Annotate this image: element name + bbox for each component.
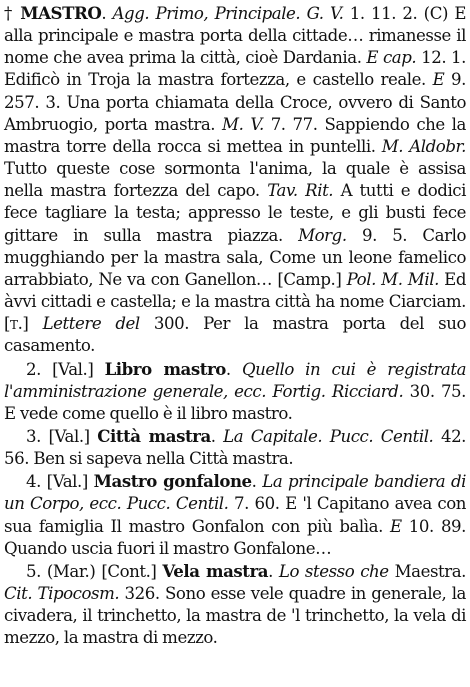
bold-label: Mastro gonfalone <box>93 471 252 492</box>
text-run: . <box>268 561 279 581</box>
text-run: Maestra. <box>388 561 466 581</box>
italic-text: Pol. M. Mil. <box>346 269 439 289</box>
entry-main-paragraph <box>4 2 466 358</box>
sense-2-paragraph <box>4 358 466 425</box>
bold-label: Vela mastra <box>162 560 269 581</box>
text-run: ] <box>22 314 43 334</box>
bold-label: Libro mastro <box>104 358 226 379</box>
italic-text: La principale bandiera di un Corpo, ecc. Pucc. Centil. <box>4 472 466 514</box>
text-run: 1. 11. 2. (C) E alla principale e mastra porta della cittade… rimanesse il nome che avea prima la città, cioè Dardania. <box>4 4 466 68</box>
italic-text: Morg. <box>298 225 347 245</box>
text-run: 30. 75. E vede come quello è il libro mastro. <box>4 381 466 423</box>
italic-text: Lo stesso che <box>278 561 389 581</box>
text-run: 3. [Val.] <box>26 426 98 446</box>
text-run: 4. [Val.] <box>26 472 94 492</box>
text-run: 326. Sono esse vele quadre in generale, la civadera, il trinchetto, la mastra de 'l trinchetto, la vela di mezzo, la mastra di mezzo. <box>4 584 466 648</box>
text-run: Tutto queste cose sormonta l'anima, la quale è assisa nella mastra fortezza del capo. <box>4 159 466 201</box>
dagger-mark: † <box>4 4 21 23</box>
dictionary-page <box>4 2 466 650</box>
text-run: . <box>225 359 242 379</box>
italic-text: M. V. <box>222 114 264 134</box>
italic-text: E <box>432 70 445 90</box>
sense-3-paragraph <box>4 425 466 470</box>
p1-body <box>4 4 466 355</box>
text-run: Ed àvvi cittadi e castella; e la mastra città ha nome Ciarciam. [ <box>4 269 466 334</box>
italic-text: La Capitale. Pucc. Centil. <box>223 426 434 446</box>
italic-text: Cit. Tipocosm. <box>4 584 120 604</box>
text-run: 12. 1. Edificò in Troja la mastra fortezza, e castello reale. <box>4 48 466 90</box>
text-run: 7. 77. Sappiendo che la mastra torre della rocca si mettea in puntelli. <box>4 114 466 156</box>
bold-label: Città mastra <box>97 425 211 446</box>
text-run: . <box>210 426 224 446</box>
text-run: 7. 60. E 'l Capitano avea con sua famiglia Il mastro Gonfalon con più balìa. <box>4 494 466 536</box>
italic-text: E <box>390 516 402 536</box>
text-run: 42. 56. Ben si sapeva nella Città mastra. <box>4 426 466 469</box>
text-run: 9. 5. Carlo mugghiando per la mastra sala, Come un leone famelico arrabbiato, Ne va con Ganellon… [Camp.] <box>4 225 466 289</box>
smallcaps-text: t. <box>10 314 23 334</box>
text-run: . <box>251 472 263 492</box>
sense-5-paragraph <box>4 560 466 650</box>
italic-text: M. Aldobr. <box>381 136 466 156</box>
text-run: 300. Per la mastra porta del suo casamento. <box>4 314 466 356</box>
italic-text: Tav. Rit. <box>267 181 334 201</box>
text-run: 5. (Mar.) [Cont.] <box>26 561 163 581</box>
italic-text: Lettere del <box>42 314 140 334</box>
text-run: 9. 257. 3. Una porta chiamata della Croce, ovvero di Santo Ambruogio, porta mastra. <box>4 70 466 134</box>
text-run: 2. [Val.] <box>26 359 105 379</box>
headword: MASTRO <box>20 3 102 23</box>
italic-text: Quello in cui è registrata l'amministrazione generale, ecc. Fortig. Ricciard. <box>4 359 467 401</box>
text-run: A tutti e dodici fece tagliare la testa; appresso le teste, e gli busti fece gittare in sulla mastra piazza. <box>4 181 467 245</box>
italic-text: Agg. Primo, Principale. G. V. <box>112 4 344 23</box>
sense-4-paragraph <box>4 470 466 560</box>
italic-text: E cap. <box>366 48 417 68</box>
text-run: 10. 89. Quando uscia fuori il mastro Gonfalone… <box>4 516 466 558</box>
text-run: . <box>101 4 113 23</box>
